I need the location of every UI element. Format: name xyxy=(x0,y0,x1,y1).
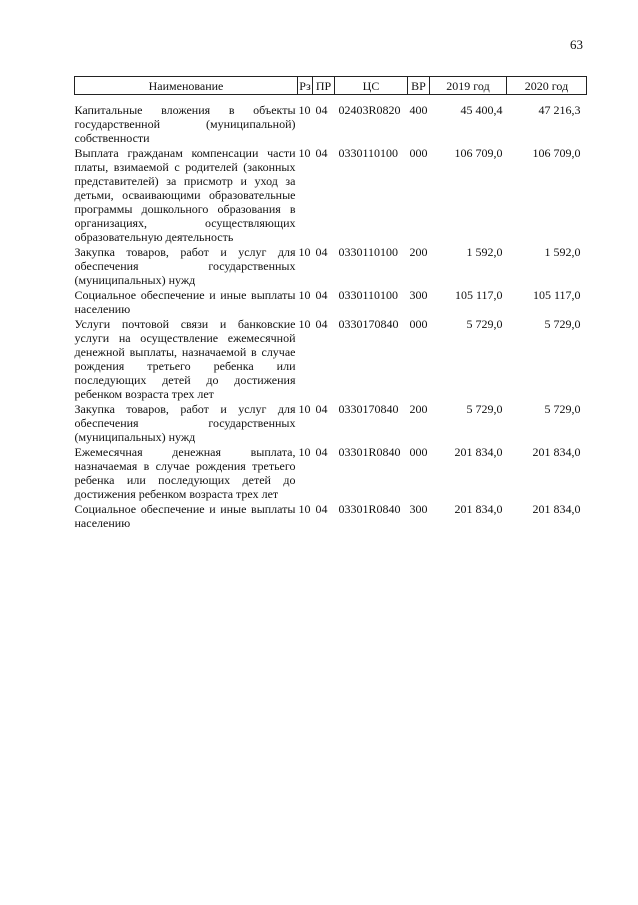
header-2020: 2020 год xyxy=(507,77,587,95)
table-row xyxy=(75,502,587,531)
table-row xyxy=(75,402,587,445)
row-pr: 04 xyxy=(315,502,328,516)
row-cs: 0330170840 xyxy=(338,402,399,416)
table-row xyxy=(75,146,587,245)
row-2020: 5 729,0 xyxy=(544,402,581,416)
row-vr: 300 xyxy=(409,288,428,302)
row-rz: 10 xyxy=(298,402,311,416)
table-row xyxy=(75,288,587,317)
row-2020: 105 117,0 xyxy=(532,288,581,302)
row-pr: 04 xyxy=(315,103,328,117)
row-cs: 0330110100 xyxy=(338,288,399,302)
row-pr: 04 xyxy=(315,146,328,160)
row-cs: 0330170840 xyxy=(338,317,399,331)
row-2020: 1 592,0 xyxy=(544,245,581,259)
row-cs: 0330110100 xyxy=(338,146,399,160)
row-cs: 03301R0840 xyxy=(338,445,401,459)
row-2020: 106 709,0 xyxy=(532,146,581,160)
table-body xyxy=(75,95,587,532)
row-name: Закупка товаров, работ и услуг для обеспечения государственных (муниципальных) нужд xyxy=(74,402,296,444)
row-rz: 10 xyxy=(298,445,311,459)
table-row xyxy=(75,317,587,402)
row-vr: 200 xyxy=(409,245,428,259)
row-pr: 04 xyxy=(315,402,328,416)
row-cs: 02403R0820 xyxy=(338,103,401,117)
row-vr: 000 xyxy=(409,146,428,160)
row-2019: 45 400,4 xyxy=(460,103,503,117)
row-vr: 400 xyxy=(409,103,428,117)
row-pr: 04 xyxy=(315,288,328,302)
header-vr: ВР xyxy=(408,77,430,95)
table-row xyxy=(75,95,587,147)
page-number: 63 xyxy=(570,37,583,52)
header-pr: ПР xyxy=(313,77,335,95)
row-name: Ежемесячная денежная выплата, назначаемая в случае рождения третьего ребенка или последующих детей до достижения ребенком возраста трех лет xyxy=(74,445,296,501)
row-rz: 10 xyxy=(298,288,311,302)
row-pr: 04 xyxy=(315,445,328,459)
row-2019: 5 729,0 xyxy=(466,317,503,331)
row-2020: 47 216,3 xyxy=(538,103,581,117)
budget-table xyxy=(74,76,587,531)
row-vr: 200 xyxy=(409,402,428,416)
row-vr: 300 xyxy=(409,502,428,516)
row-vr: 000 xyxy=(409,317,428,331)
row-2019: 105 117,0 xyxy=(454,288,503,302)
row-rz: 10 xyxy=(298,502,311,516)
header-cs: ЦС xyxy=(335,77,408,95)
row-name: Услуги почтовой связи и банковские услуги на осуществление ежемесячной денежной выплаты, назначаемой в случае рождения третьего ребенка или последующих детей до достижения ребенком возраста трех лет xyxy=(74,317,296,401)
row-name: Закупка товаров, работ и услуг для обеспечения государственных (муниципальных) нужд xyxy=(74,245,296,287)
table-row xyxy=(75,245,587,288)
row-2020: 201 834,0 xyxy=(532,445,581,459)
row-name: Социальное обеспечение и иные выплаты населению xyxy=(74,502,296,530)
row-cs: 0330110100 xyxy=(338,245,399,259)
row-2019: 1 592,0 xyxy=(466,245,503,259)
table-header xyxy=(75,77,587,95)
row-pr: 04 xyxy=(315,245,328,259)
row-vr: 000 xyxy=(409,445,428,459)
row-name: Социальное обеспечение и иные выплаты населению xyxy=(74,288,296,316)
row-2020: 5 729,0 xyxy=(544,317,581,331)
row-2020: 201 834,0 xyxy=(532,502,581,516)
row-2019: 201 834,0 xyxy=(454,502,503,516)
row-2019: 106 709,0 xyxy=(454,146,503,160)
row-2019: 5 729,0 xyxy=(466,402,503,416)
row-2019: 201 834,0 xyxy=(454,445,503,459)
row-name: Выплата гражданам компенсации части платы, взимаемой с родителей (законных представителей) за присмотр и уход за детьми, осваивающими образовательные программы дошкольного образования в организациях, осуществляющих образовательную деятельность xyxy=(74,146,296,244)
row-rz: 10 xyxy=(298,146,311,160)
row-rz: 10 xyxy=(298,317,311,331)
header-rz: Рз xyxy=(299,78,311,93)
row-rz: 10 xyxy=(298,245,311,259)
row-rz: 10 xyxy=(298,103,311,117)
table-row xyxy=(75,445,587,502)
header-name: Наименование xyxy=(75,77,298,95)
row-name: Капитальные вложения в объекты государственной (муниципальной) собственности xyxy=(74,103,296,145)
header-2019: 2019 год xyxy=(430,77,507,95)
row-pr: 04 xyxy=(315,317,328,331)
row-cs: 03301R0840 xyxy=(338,502,401,516)
